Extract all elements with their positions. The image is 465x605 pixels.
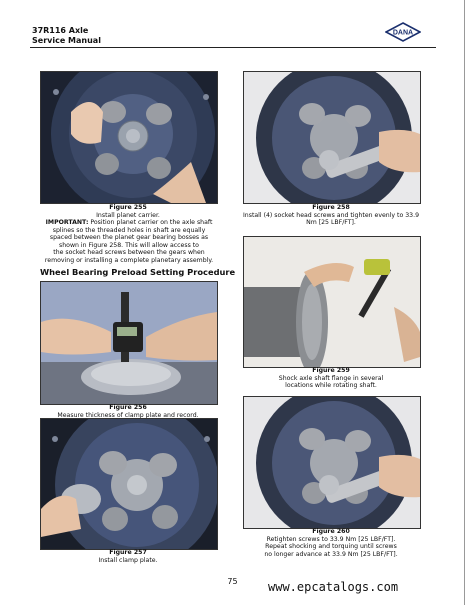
- figure-256-label: Figure 256: [109, 404, 147, 411]
- figure-255-photo: [40, 71, 218, 204]
- figure-260-line-2: Repeat shocking and torquing until screws: [265, 543, 397, 551]
- figure-259-line-1: Shock axle shaft flange in several: [278, 374, 384, 382]
- figure-259-label: Figure 259: [312, 367, 350, 374]
- important-line-1: Position planet carrier on the axle shaft: [90, 219, 213, 226]
- figure-256-caption-block: [40, 404, 216, 419]
- figure-257-caption-block: [40, 549, 216, 564]
- figure-256-photo: [40, 281, 218, 405]
- figure-258-label: Figure 258: [312, 204, 350, 211]
- figure-260-photo: [243, 396, 421, 529]
- manual-subtitle: Service Manual: [32, 36, 101, 45]
- figure-259-caption-block: [243, 367, 419, 390]
- figure-258-line-2: Nm [25 LBF/FT].: [306, 219, 356, 227]
- figure-255-caption-block: [40, 204, 216, 219]
- page-number: 75: [227, 577, 238, 586]
- figure-255-caption: Install planet carrier.: [96, 211, 160, 219]
- figure-260-caption-block: [233, 528, 429, 558]
- figure-258-line-1: Install (4) socket head screws and tighten evenly to 33.9: [242, 211, 420, 219]
- logo-text: DANA: [392, 29, 414, 37]
- manual-title: 37R116 Axle: [32, 26, 89, 35]
- figure-260-label: Figure 260: [312, 528, 350, 535]
- important-line-4: shown in Figure 258. This will allow access to: [59, 241, 199, 249]
- figure-258-caption-block: [233, 204, 429, 227]
- figure-260-line-1: Retighten screws to 33.9 Nm [25 LBF/FT].: [266, 535, 396, 543]
- important-line-3: spaced between the planet gear bearing bosses as: [49, 234, 209, 242]
- figure-259-line-2: locations while rotating shaft.: [285, 382, 377, 390]
- header-divider: [30, 47, 436, 48]
- figure-255-label: Figure 255: [109, 204, 147, 211]
- section-title: Wheel Bearing Preload Setting Procedure: [40, 267, 236, 277]
- figure-259-photo: [243, 236, 421, 368]
- figure-260-line-3: no longer advance at 33.9 Nm [25 LBF/FT].: [264, 550, 398, 558]
- important-label: IMPORTANT:: [45, 219, 89, 226]
- important-line-2: splines so the threaded holes in shaft are equally: [52, 226, 206, 234]
- dana-logo: [385, 22, 421, 42]
- important-note: [36, 219, 222, 265]
- important-line-5: the socket head screws between the gears when: [53, 249, 205, 257]
- watermark-url: www.epcatalogs.com: [268, 580, 399, 594]
- document-header: [32, 26, 101, 46]
- figure-257-caption: Install clamp plate.: [98, 556, 158, 564]
- figure-257-label: Figure 257: [109, 549, 147, 556]
- important-line-6: removing or installing a complete planetary assembly.: [44, 256, 214, 264]
- figure-257-photo: [40, 418, 218, 550]
- figure-258-photo: [243, 71, 421, 204]
- figure-256-caption: Measure thickness of clamp plate and record.: [57, 411, 199, 419]
